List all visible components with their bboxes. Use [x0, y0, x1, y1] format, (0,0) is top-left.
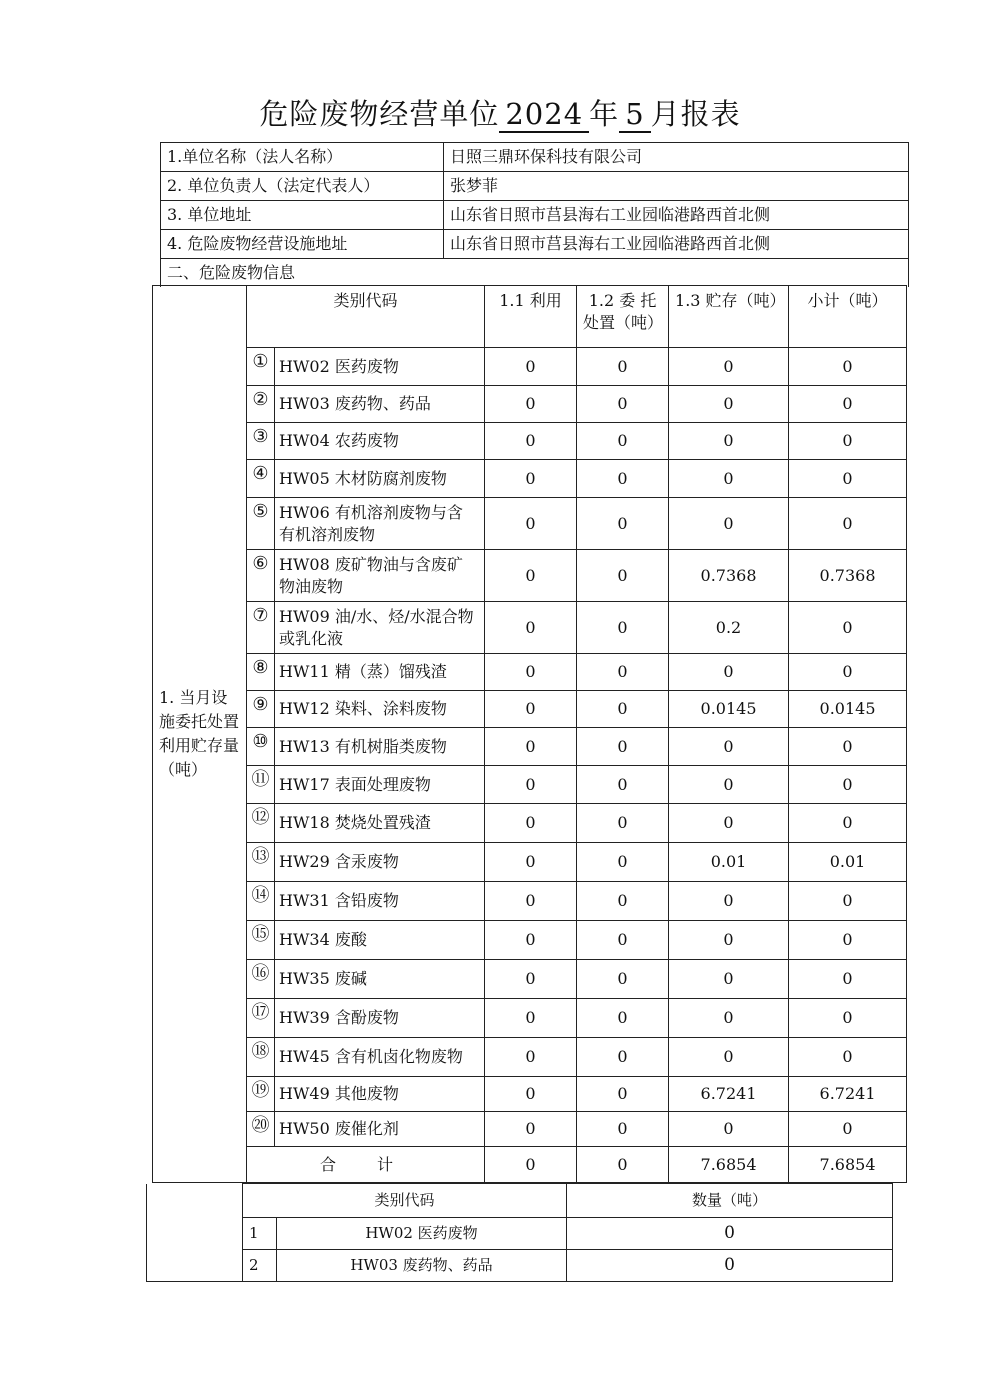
quantity-table — [146, 1183, 893, 1282]
title-year-suffix: 年 — [589, 97, 620, 131]
row-index: ⑯ — [247, 960, 275, 999]
quantity-value: 0 — [567, 1218, 893, 1250]
dispose-value: 0 — [577, 460, 669, 498]
waste-name: HW45 含有机卤化物废物 — [275, 1038, 485, 1077]
info-row — [161, 143, 909, 172]
row-index: ⑳ — [247, 1112, 275, 1147]
dispose-value: 0 — [577, 423, 669, 460]
subtotal-value: 0 — [789, 882, 907, 921]
waste-name: HW39 含酚废物 — [275, 999, 485, 1038]
store-value: 0 — [669, 999, 789, 1038]
store-value: 0.01 — [669, 843, 789, 882]
subtotal-value: 0 — [789, 804, 907, 843]
total-subtotal: 7.6854 — [789, 1147, 907, 1183]
store-value: 6.7241 — [669, 1077, 789, 1112]
waste-name: HW03 废药物、药品 — [277, 1250, 567, 1282]
dispose-value: 0 — [577, 921, 669, 960]
use-header: 1.1 利用 — [485, 286, 577, 348]
waste-name: HW34 废酸 — [275, 921, 485, 960]
table-row — [147, 1250, 893, 1282]
dispose-header: 1.2 委 托处置（吨） — [577, 286, 669, 348]
table-row — [153, 1112, 907, 1147]
use-value: 0 — [485, 804, 577, 843]
waste-name: HW29 含汞废物 — [275, 843, 485, 882]
store-value: 0 — [669, 654, 789, 691]
store-value: 0 — [669, 348, 789, 386]
row-index: ⑬ — [247, 843, 275, 882]
total-row — [153, 1147, 907, 1183]
row-index: ⑫ — [247, 804, 275, 843]
use-value: 0 — [485, 1038, 577, 1077]
table-row — [147, 1218, 893, 1250]
row-index: ⑲ — [247, 1077, 275, 1112]
use-value: 0 — [485, 386, 577, 423]
subtotal-value: 0 — [789, 386, 907, 423]
subtotal-value: 0 — [789, 654, 907, 691]
dispose-value: 0 — [577, 386, 669, 423]
info-value: 日照三鼎环保科技有限公司 — [444, 143, 909, 172]
waste-name: HW09 油/水、烃/水混合物或乳化液 — [275, 602, 485, 654]
info-value: 张梦菲 — [444, 172, 909, 201]
row-index: ⑩ — [247, 728, 275, 766]
store-value: 0 — [669, 423, 789, 460]
waste-name: HW31 含铅废物 — [275, 882, 485, 921]
info-value: 山东省日照市莒县海右工业园临港路西首北侧 — [444, 201, 909, 230]
subtotal-value: 0 — [789, 960, 907, 999]
dispose-value: 0 — [577, 728, 669, 766]
title-year: 2024 — [499, 97, 589, 133]
use-value: 0 — [485, 348, 577, 386]
dispose-value: 0 — [577, 654, 669, 691]
subtotal-value: 0 — [789, 498, 907, 550]
dispose-value: 0 — [577, 498, 669, 550]
row-index: ⑰ — [247, 999, 275, 1038]
store-value: 0 — [669, 1112, 789, 1147]
use-value: 0 — [485, 1077, 577, 1112]
waste-name: HW05 木材防腐剂废物 — [275, 460, 485, 498]
blank-cell — [147, 1184, 243, 1282]
table-row — [153, 691, 907, 728]
table-row — [153, 348, 907, 386]
use-value: 0 — [485, 1112, 577, 1147]
row-index: ⑭ — [247, 882, 275, 921]
row-index: ③ — [247, 423, 275, 460]
use-value: 0 — [485, 882, 577, 921]
unit-info-table — [160, 142, 909, 287]
table-row — [153, 921, 907, 960]
category-header: 类别代码 — [247, 286, 485, 348]
title-prefix: 危险废物经营单位 — [259, 97, 500, 131]
row-index: ⑧ — [247, 654, 275, 691]
store-value: 0 — [669, 498, 789, 550]
dispose-value: 0 — [577, 960, 669, 999]
waste-name: HW35 废碱 — [275, 960, 485, 999]
table-row — [153, 460, 907, 498]
store-value: 0 — [669, 728, 789, 766]
subtotal-value: 0 — [789, 766, 907, 804]
use-value: 0 — [485, 999, 577, 1038]
dispose-value: 0 — [577, 843, 669, 882]
table-row — [153, 498, 907, 550]
subtotal-value: 0 — [789, 602, 907, 654]
dispose-value: 0 — [577, 691, 669, 728]
subtotal-value: 0.7368 — [789, 550, 907, 602]
table-row — [153, 602, 907, 654]
row-index: ⑥ — [247, 550, 275, 602]
store-value: 0 — [669, 460, 789, 498]
info-row — [161, 230, 909, 259]
info-row — [161, 201, 909, 230]
waste-table — [152, 285, 907, 1183]
waste-name: HW06 有机溶剂废物与含有机溶剂废物 — [275, 498, 485, 550]
row-index: ⑱ — [247, 1038, 275, 1077]
total-dispose: 0 — [577, 1147, 669, 1183]
table-row — [153, 1038, 907, 1077]
use-value: 0 — [485, 691, 577, 728]
dispose-value: 0 — [577, 550, 669, 602]
table-row — [153, 550, 907, 602]
quantity-value: 0 — [567, 1250, 893, 1282]
waste-name: HW03 废药物、药品 — [275, 386, 485, 423]
dispose-value: 0 — [577, 1112, 669, 1147]
table-row — [153, 960, 907, 999]
use-value: 0 — [485, 498, 577, 550]
subtotal-value: 0 — [789, 728, 907, 766]
subtotal-value: 0 — [789, 1038, 907, 1077]
row-index: ⑨ — [247, 691, 275, 728]
info-label: 3. 单位地址 — [161, 201, 444, 230]
table-row — [153, 882, 907, 921]
row-index: ⑦ — [247, 602, 275, 654]
waste-name: HW02 医药废物 — [275, 348, 485, 386]
info-row — [161, 172, 909, 201]
waste-name: HW49 其他废物 — [275, 1077, 485, 1112]
dispose-value: 0 — [577, 602, 669, 654]
store-value: 0.2 — [669, 602, 789, 654]
total-label: 合 计 — [247, 1147, 485, 1183]
row-index: 1 — [243, 1218, 277, 1250]
subtotal-value: 0.0145 — [789, 691, 907, 728]
subtotal-value: 0 — [789, 1112, 907, 1147]
dispose-value: 0 — [577, 999, 669, 1038]
store-value: 0.7368 — [669, 550, 789, 602]
waste-name: HW02 医药废物 — [277, 1218, 567, 1250]
store-value: 0 — [669, 766, 789, 804]
dispose-value: 0 — [577, 882, 669, 921]
waste-name: HW18 焚烧处置残渣 — [275, 804, 485, 843]
store-value: 0.0145 — [669, 691, 789, 728]
store-value: 0 — [669, 804, 789, 843]
section-header-row — [161, 259, 909, 288]
dispose-value: 0 — [577, 1038, 669, 1077]
info-label: 2. 单位负责人（法定代表人） — [161, 172, 444, 201]
row-index: ⑮ — [247, 921, 275, 960]
table-row — [153, 654, 907, 691]
row-index: ② — [247, 386, 275, 423]
row-index: ⑤ — [247, 498, 275, 550]
store-value: 0 — [669, 882, 789, 921]
subtotal-value: 0 — [789, 460, 907, 498]
row-index: 2 — [243, 1250, 277, 1282]
table-row — [153, 386, 907, 423]
info-label: 4. 危险废物经营设施地址 — [161, 230, 444, 259]
use-value: 0 — [485, 654, 577, 691]
subtotal-value: 0 — [789, 423, 907, 460]
info-label: 1.单位名称（法人名称） — [161, 143, 444, 172]
waste-name: HW12 染料、涂料废物 — [275, 691, 485, 728]
use-value: 0 — [485, 602, 577, 654]
dispose-value: 0 — [577, 804, 669, 843]
subtotal-value: 0 — [789, 921, 907, 960]
side-label: 1. 当月设施委托处置利用贮存量（吨） — [153, 286, 247, 1183]
title-month-suffix: 月报表 — [650, 97, 741, 131]
waste-name: HW13 有机树脂类废物 — [275, 728, 485, 766]
subtotal-value: 6.7241 — [789, 1077, 907, 1112]
table-row — [153, 804, 907, 843]
category-header: 类别代码 — [243, 1184, 567, 1218]
info-value: 山东省日照市莒县海右工业园临港路西首北侧 — [444, 230, 909, 259]
store-value: 0 — [669, 1038, 789, 1077]
row-index: ① — [247, 348, 275, 386]
page-title — [0, 92, 1000, 133]
use-value: 0 — [485, 843, 577, 882]
store-value: 0 — [669, 921, 789, 960]
waste-name: HW04 农药废物 — [275, 423, 485, 460]
use-value: 0 — [485, 766, 577, 804]
use-value: 0 — [485, 423, 577, 460]
waste-name: HW11 精（蒸）馏残渣 — [275, 654, 485, 691]
waste-name: HW17 表面处理废物 — [275, 766, 485, 804]
dispose-value: 0 — [577, 1077, 669, 1112]
use-value: 0 — [485, 960, 577, 999]
table-row — [153, 999, 907, 1038]
table-row — [153, 843, 907, 882]
quantity-header: 数量（吨） — [567, 1184, 893, 1218]
subtotal-header: 小计（吨） — [789, 286, 907, 348]
section2-label: 二、危险废物信息 — [161, 259, 909, 288]
row-index: ⑪ — [247, 766, 275, 804]
header-row — [153, 286, 907, 348]
table-row — [153, 728, 907, 766]
title-month: 5 — [619, 97, 650, 133]
use-value: 0 — [485, 460, 577, 498]
dispose-value: 0 — [577, 766, 669, 804]
use-value: 0 — [485, 550, 577, 602]
waste-name: HW08 废矿物油与含废矿物油废物 — [275, 550, 485, 602]
subtotal-value: 0 — [789, 999, 907, 1038]
store-value: 0 — [669, 960, 789, 999]
subtotal-value: 0 — [789, 348, 907, 386]
use-value: 0 — [485, 728, 577, 766]
store-value: 0 — [669, 386, 789, 423]
dispose-value: 0 — [577, 348, 669, 386]
store-header: 1.3 贮存（吨） — [669, 286, 789, 348]
table-row — [153, 1077, 907, 1112]
total-use: 0 — [485, 1147, 577, 1183]
total-store: 7.6854 — [669, 1147, 789, 1183]
use-value: 0 — [485, 921, 577, 960]
subtotal-value: 0.01 — [789, 843, 907, 882]
table-row — [153, 423, 907, 460]
waste-name: HW50 废催化剂 — [275, 1112, 485, 1147]
table-row — [153, 766, 907, 804]
quantity-header-row — [147, 1184, 893, 1218]
row-index: ④ — [247, 460, 275, 498]
